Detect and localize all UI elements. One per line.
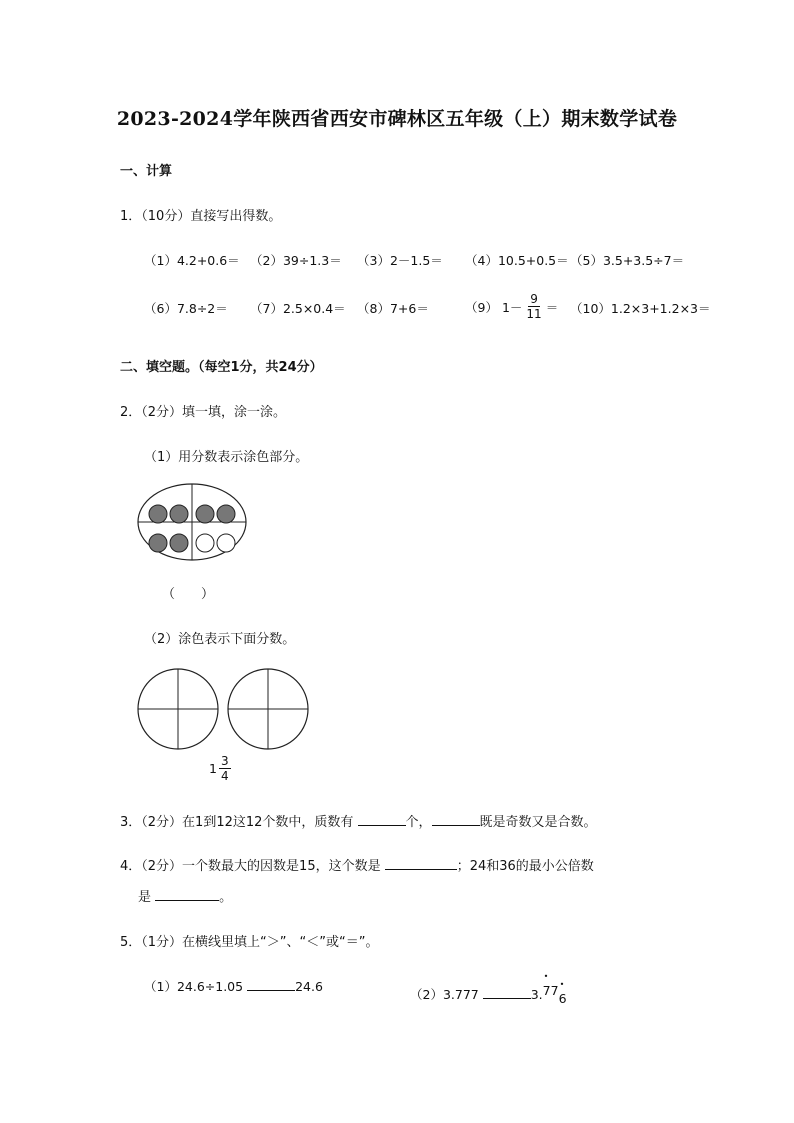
calc-item-2: （2）39÷1.3＝ <box>250 253 342 268</box>
compare-item-1 <box>144 977 323 995</box>
calc-item-1: （1）4.2+0.6＝ <box>144 253 240 268</box>
repeating-digit-dot-start: • 7 <box>543 983 551 998</box>
page-title: 2023-2024学年陕西省西安市碑林区五年级（上）期末数学试卷 <box>116 108 678 130</box>
answer-paren: （ ） <box>162 587 215 602</box>
quartered-circles-figure <box>136 667 312 753</box>
compare-item-2-left: （2）3.777 <box>410 987 483 1002</box>
compare-item-2 <box>410 983 567 1006</box>
calc-item-9 <box>465 292 558 321</box>
question-3-text-c: 既是奇数又是合数。 <box>479 815 597 830</box>
calc-item-9-equals: ＝ <box>545 299 559 315</box>
calc-item-10: （10）1.2×3+1.2×3＝ <box>570 301 711 316</box>
question-3-text-a: 3．（2分）在1到12这12个数中，质数有 <box>120 815 358 830</box>
question-3 <box>120 811 597 830</box>
fraction-numerator: 9 <box>530 292 538 306</box>
fraction-numerator: 3 <box>220 754 229 768</box>
question-4-text-b: ；24和36的最小公倍数 <box>456 859 594 874</box>
mixed-number <box>209 754 233 783</box>
calc-item-4: （4）10.5+0.5＝ <box>465 253 569 268</box>
question-2-stem: 2．（2分）填一填，涂一涂。 <box>120 405 287 420</box>
section-2-heading: 二、填空题。（每空1分，共24分） <box>120 360 323 375</box>
compare-item-1-right: 24.6 <box>295 979 323 994</box>
calc-item-3: （3）2－1.5＝ <box>357 253 443 268</box>
calc-item-5: （5）3.5+3.5÷7＝ <box>570 253 685 268</box>
calc-item-7: （7）2.5×0.4＝ <box>250 301 346 316</box>
question-4-text-a: 4．（2分）一个数最大的因数是15，这个数是 <box>120 859 385 874</box>
repeating-digit-dot-end: • 6 <box>559 991 567 1006</box>
blank-input[interactable] <box>483 986 531 999</box>
question-4-text-d: 。 <box>219 890 233 905</box>
mixed-whole: 1 <box>209 761 217 776</box>
calc-item-9-fraction <box>524 292 543 321</box>
question-4-text-c: 是 <box>138 890 156 905</box>
question-5-stem: 5．（1分）在横线里填上“＞”、“＜”或“＝”。 <box>120 935 379 950</box>
circle-right <box>228 669 308 749</box>
blank-input[interactable] <box>358 813 406 826</box>
blank-input[interactable] <box>432 813 480 826</box>
question-2-part-2: （2）涂色表示下面分数。 <box>144 632 296 647</box>
oval-dots-figure <box>136 482 248 562</box>
blank-input[interactable] <box>385 857 457 870</box>
calc-item-9-label: （9） <box>465 299 498 315</box>
question-1-stem: 1．（10分）直接写出得数。 <box>120 209 282 224</box>
question-4-line-2 <box>138 886 232 905</box>
compare-item-2-right-int: 3. <box>530 987 543 1002</box>
calc-item-6: （6）7.8÷2＝ <box>144 301 228 316</box>
compare-item-1-left: （1）24.6÷1.05 <box>144 979 248 994</box>
repeating-digit: 7 <box>550 983 559 998</box>
question-3-text-b: 个， <box>405 815 432 830</box>
fraction-denominator: 11 <box>526 307 542 321</box>
blank-input[interactable] <box>155 888 219 901</box>
calc-item-8: （8）7+6＝ <box>357 301 429 316</box>
circle-left <box>138 669 218 749</box>
mixed-fraction <box>219 754 231 783</box>
fraction-denominator: 4 <box>220 769 229 783</box>
question-2-part-1: （1）用分数表示涂色部分。 <box>144 450 309 465</box>
question-4-line-1 <box>120 855 594 874</box>
calc-item-9-whole: 1－ <box>501 299 523 315</box>
blank-input[interactable] <box>247 978 295 991</box>
section-1-heading: 一、计算 <box>120 164 173 179</box>
